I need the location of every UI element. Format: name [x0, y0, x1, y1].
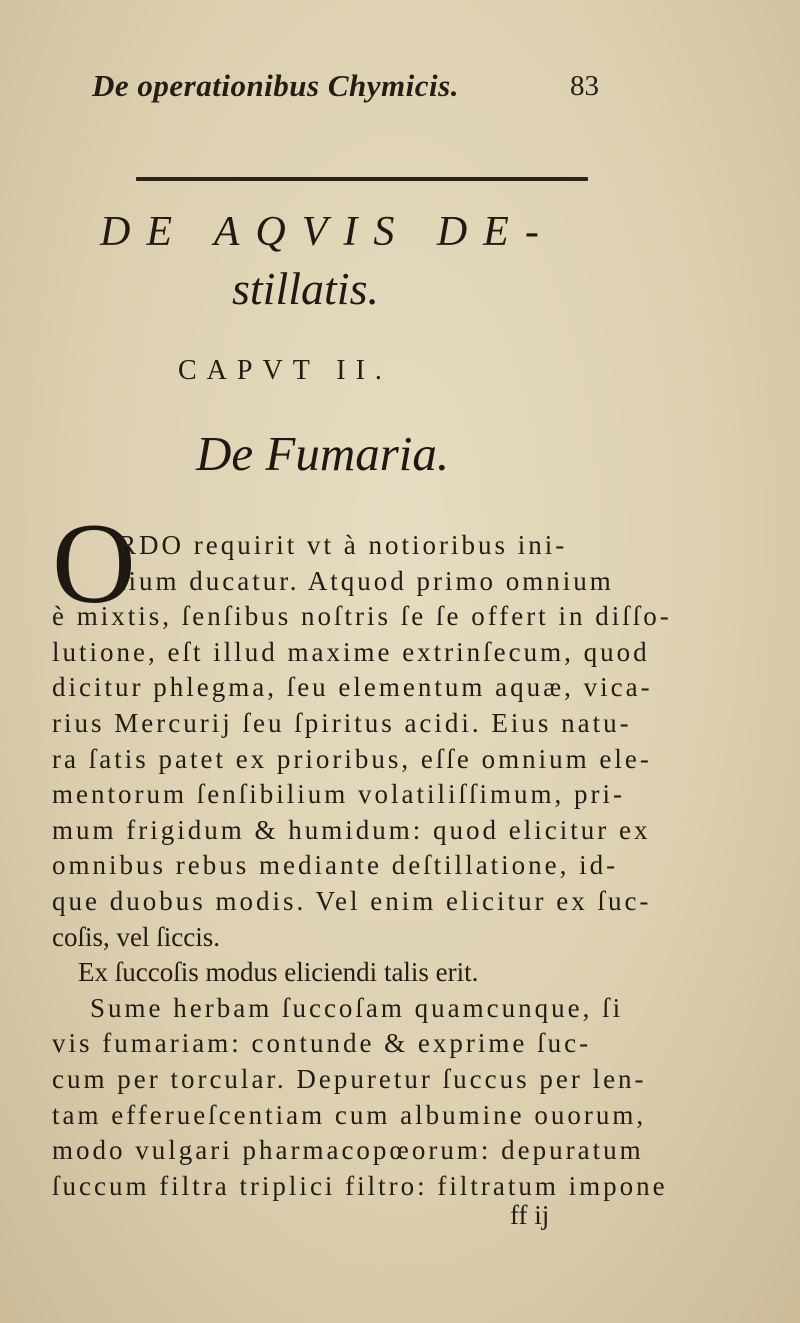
- body-line: RDO requirit vt à notioribus ini-: [118, 530, 568, 560]
- body-line: è mixtis, ſenſibus noſtris ſe ſe offert in diſſo-: [52, 601, 672, 632]
- section-title-line1: DE AQVIS DE-: [100, 209, 555, 255]
- chapter-heading: CAPVT II.: [178, 355, 392, 386]
- body-line: rius Mercurij ſeu ſpiritus acidi. Eius natu-: [52, 708, 632, 738]
- body-line: vis fumariam: contunde & exprime ſuc-: [52, 1028, 592, 1059]
- body-line: modo vulgari pharmacopœorum: depuratum: [52, 1135, 644, 1166]
- body-line: que duobus modis. Vel enim elicitur ex ſuc-: [52, 886, 652, 916]
- body-line: omnibus rebus mediante deſtillatione, id-: [52, 850, 619, 881]
- body-line: lutione, eſt illud maxime extrinſecum, quod: [52, 636, 650, 667]
- body-line: mentorum ſenſibilium volatiliſſimum, pri-: [52, 779, 625, 810]
- page-number: 83: [570, 70, 599, 102]
- body-line: ſuccum filtra triplici filtro: filtratum impone: [52, 1170, 668, 1201]
- catchword: ff ij: [510, 1200, 550, 1230]
- running-title: De operationibus Chymicis.: [92, 68, 459, 103]
- header-rule: [136, 177, 588, 181]
- section-title-line2: stillatis.: [232, 263, 379, 314]
- body-line: dicitur phlegma, ſeu elementum aquæ, vica-: [52, 672, 653, 703]
- body-line: Sume herbam ſuccoſam quamcunque, ſi: [90, 992, 624, 1023]
- body-line: cum per torcular. Depuretur ſuccus per len-: [52, 1064, 647, 1094]
- body-line: mum frigidum & humidum: quod elicitur ex: [52, 814, 651, 845]
- chapter-subtitle: De Fumaria.: [196, 426, 450, 481]
- drop-cap: O: [52, 500, 136, 628]
- body-line: tium ducatur. Atquod primo omnium: [118, 565, 614, 596]
- body-line: coſis, vel ſiccis.: [52, 921, 220, 952]
- body-line: Ex ſuccoſis modus eliciendi talis erit.: [78, 957, 479, 988]
- body-line: ra ſatis patet ex prioribus, eſſe omnium ele-: [52, 743, 652, 774]
- body-line: tam efferueſcentiam cum albumine ouorum,: [52, 1099, 647, 1130]
